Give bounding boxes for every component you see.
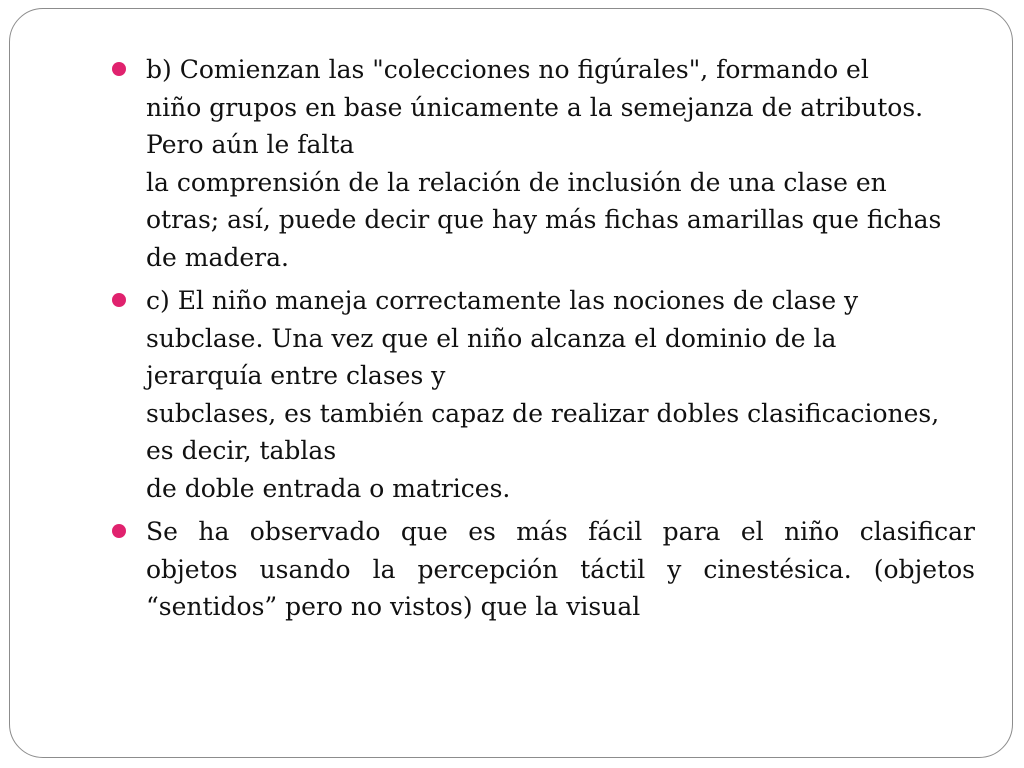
text-line: Se ha observado que es más fácil para el niño clasificar [146, 517, 975, 546]
text-line: de doble entrada o matrices. [146, 473, 511, 503]
text-line: de madera. [146, 242, 289, 272]
text-line: objetos usando la percepción táctil y cinestésica. (objetos [146, 554, 975, 584]
bullet-text [146, 51, 975, 276]
text-line: es decir, tablas [146, 436, 337, 465]
text-line: subclases, es también capaz de realizar dobles clasificaciones, [146, 398, 940, 428]
bullet-point-icon [112, 293, 126, 307]
text-line: otras; así, puede decir que hay más fichas amarillas que fichas [146, 205, 942, 234]
text-line: la comprensión de la relación de inclusión de una clase en [146, 167, 887, 197]
bullet-point-icon [112, 524, 126, 538]
text-line: c) El niño maneja correctamente las nociones de clase y [146, 286, 859, 315]
bullet-text [146, 513, 975, 626]
bullet-list [110, 51, 975, 632]
text-line: jerarquía entre clases y [146, 361, 446, 390]
bullet-item-c [110, 282, 975, 507]
text-line: niño grupos en base únicamente a la semejanza de atributos. [146, 92, 924, 122]
text-line: b) Comienzan las "colecciones no figúrales", formando el [146, 55, 869, 84]
text-line: subclase. Una vez que el niño alcanza el dominio de la [146, 323, 837, 353]
bullet-point-icon [112, 62, 126, 76]
bullet-text [146, 282, 975, 507]
slide-frame [9, 8, 1013, 758]
text-line: Pero aún le falta [146, 130, 355, 159]
bullet-item-observation [110, 513, 975, 626]
bullet-item-b [110, 51, 975, 276]
text-line: “sentidos” pero no vistos) que la visual [146, 592, 641, 621]
